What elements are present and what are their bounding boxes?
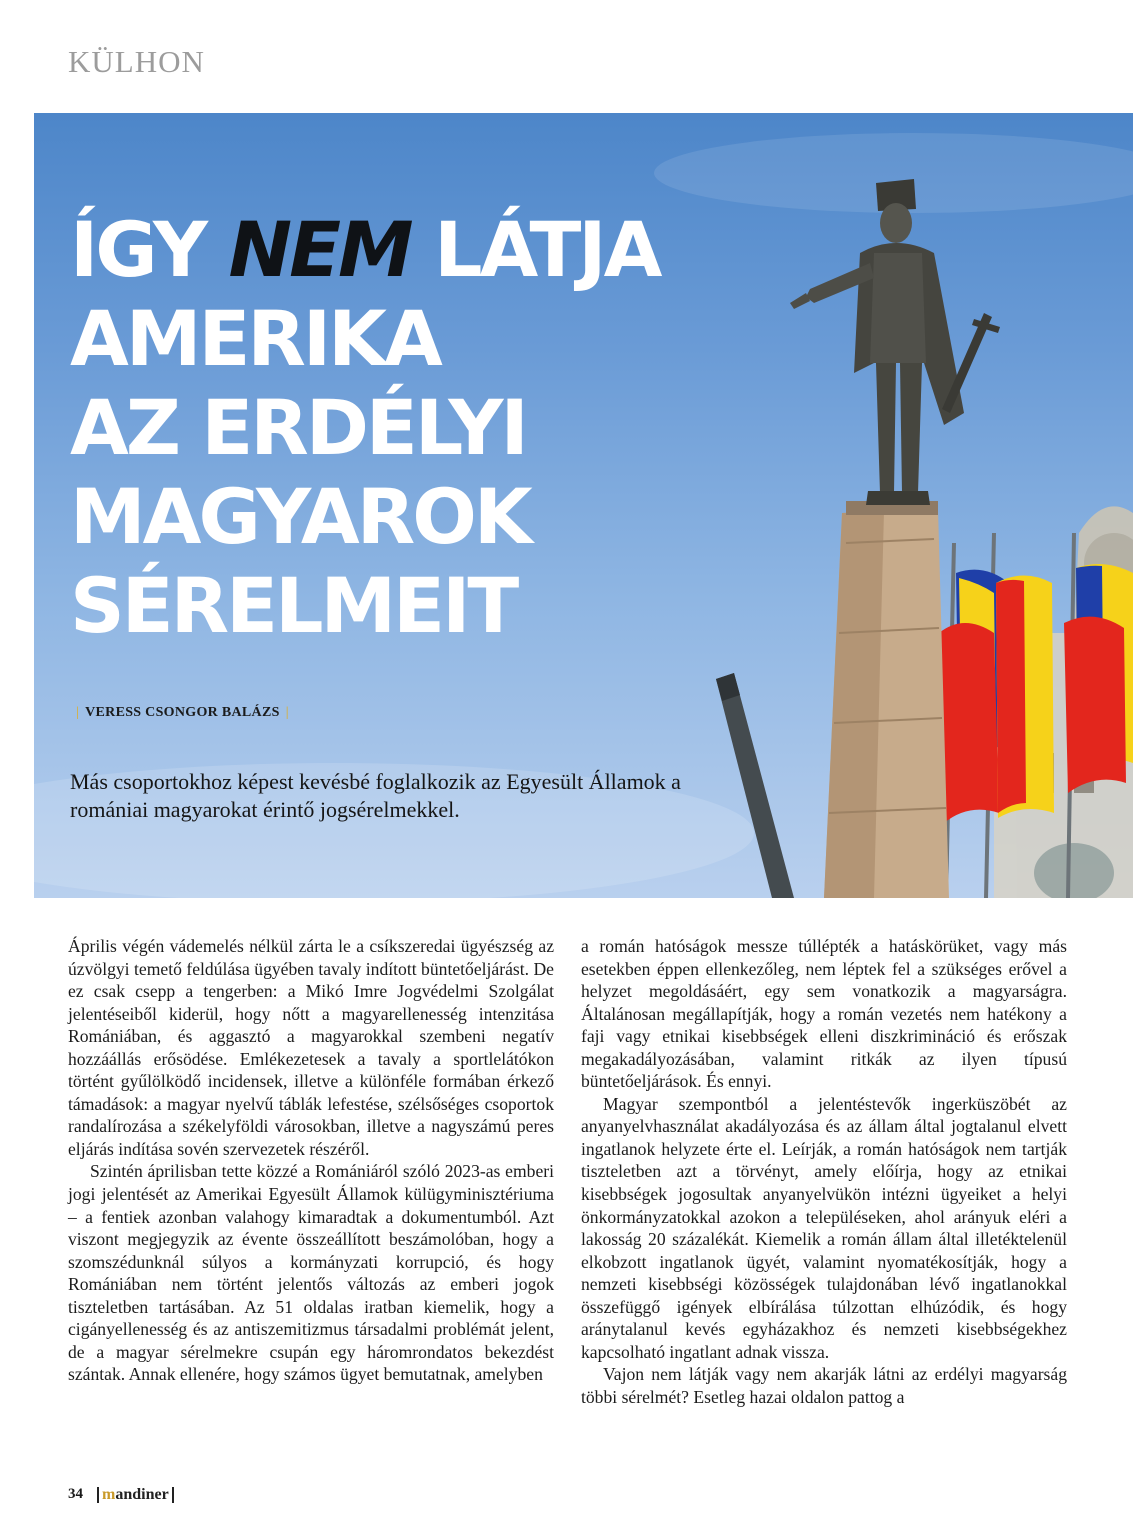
pedestal bbox=[824, 501, 949, 898]
headline-line-1 bbox=[70, 205, 710, 294]
page-footer bbox=[68, 1486, 174, 1503]
brand-logo bbox=[97, 1487, 174, 1503]
byline-bar-right: | bbox=[285, 705, 289, 720]
body-paragraph: Április végén vádemelés nélkül zárta le a csíkszeredai ügyészség az úzvölgyi temető feldúlása ügyében tavaly indított büntetőeljárást. De ez csak csepp a tengerben: a Mikó Imre Jogvédelmi Szolgálat jelentéseiből kiderül, hogy nőtt a magyarellenesség intenzitása Romániában, és aggasztó a magyarokkal szembeni negatív hozzáállás erősödése. Emlékezetesek a tavaly a sportlelátókon történt gyűlölködő incidensek, illetve a különféle formában érkező támadások: a magyar nyelvű táblák lefestése, szélsőséges csoportok randalírozása a székelyföldi városokban, illetve a nagyszámú peres eljárás indítása sovén szervezetek részéről. bbox=[68, 936, 554, 1159]
brand-rest: andiner bbox=[115, 1485, 169, 1503]
brand-initial: m bbox=[102, 1485, 116, 1503]
headline-line-2: AMERIKA bbox=[70, 294, 440, 383]
headline-line-3: AZ ERDÉLYI bbox=[70, 383, 526, 472]
byline bbox=[70, 705, 295, 721]
lead-paragraph: Más csoportokhoz képest kevésbé foglalkozik az Egyesült Államok a romániai magyarokat érintő jogsérelmekkel. bbox=[70, 769, 681, 822]
headline-line-5: SÉRELMEIT bbox=[70, 561, 517, 650]
body-paragraph: a román hatóságok messze túllépték a hatáskörüket, vagy más esetekben éppen ellenkezőleg, nem léptek fel a szükséges erővel a helyzet megoldásáért, egy sem vonatkozik a magyarságra. Általánosan megállapítják, hogy a román vezetés nem hatékony a faji vagy etnikai kisebbségek elleni diszkrimináció és erőszak megakadályozásában, valamint ritkák az ilyen típusú büntetőeljárások. És ennyi. bbox=[581, 936, 1067, 1092]
headline-line-4: MAGYAROK bbox=[70, 472, 530, 561]
headline-word: LÁTJA bbox=[410, 205, 660, 294]
byline-bar-left: | bbox=[76, 705, 80, 720]
section-label: KÜLHON bbox=[68, 44, 205, 79]
body-paragraph: Szintén áprilisban tette közzé a Romániáról szóló 2023-as emberi jogi jelentését az Amerikai Egyesült Államok külügyminisztériuma – a fentiek azonban valahogy kimaradtak a dokumentumból. Azt viszont megjegyzik az évente összeállított beszámolóban, hogy a szomszédunknál súlyos a kormányzati korrupció, és hogy Romániában nem történt jelentős változás az emberi jogok tiszteletben tartásában. Az 51 oldalas iratban kiemelik, hogy a cigányellenesség és az antiszemitizmus társadalmi problémát jelent, de a magyar sérelmekre csupán egy háromrondatos bekezdést szántak. Annak ellenére, hogy számos ügyet bemutatnak, amelyben bbox=[68, 1161, 554, 1385]
headline-word: ÍGY bbox=[70, 205, 229, 294]
headline-emphasis: NEM bbox=[228, 205, 411, 294]
page-number: 34 bbox=[68, 1486, 83, 1502]
body-paragraph: Vajon nem látják vagy nem akarják látni az erdélyi magyarság többi sérelmét? Esetleg hazai oldalon pattog a bbox=[581, 1364, 1067, 1407]
body-column-right bbox=[581, 935, 1067, 1408]
pole bbox=[716, 673, 794, 898]
body-paragraph: Magyar szempontból a jelentéstevők ingerküszöbét az anyanyelvhasználat akadályozása és az állam által jogtalanul elvett ingatlanok helyzete érte el. Leírják, a román hatóságok nem tartják tiszteletben azt a törvényt, amely előírja, hogy az etnikai kisebbségek jogosultak anyanyelvükön intézni ügyeiket a helyi önkormányzatokkal azokon a településeken, ahol arányuk eléri a lakosság 20 százalékát. Kiemelik a román állam által illetéktelenül elkobzott ingatlanok ügyét, valamint nyomatékosítják, hogy a nemzeti kisebbségi közösségek tulajdonában lévő ingatlanokkal összefüggő igények elbírálása túlzottan elhúzódik, és hogy aránytalanul kevés egyházakhoz és nemzeti kisebbségekhez kapcsolható ingatlant adnak vissza. bbox=[581, 1093, 1067, 1362]
bronze-statue bbox=[790, 179, 1000, 505]
body-column-left bbox=[68, 935, 554, 1386]
hero-image bbox=[34, 113, 1133, 898]
author-name: VERESS CSONGOR BALÁZS bbox=[85, 705, 280, 720]
headline bbox=[70, 205, 710, 650]
